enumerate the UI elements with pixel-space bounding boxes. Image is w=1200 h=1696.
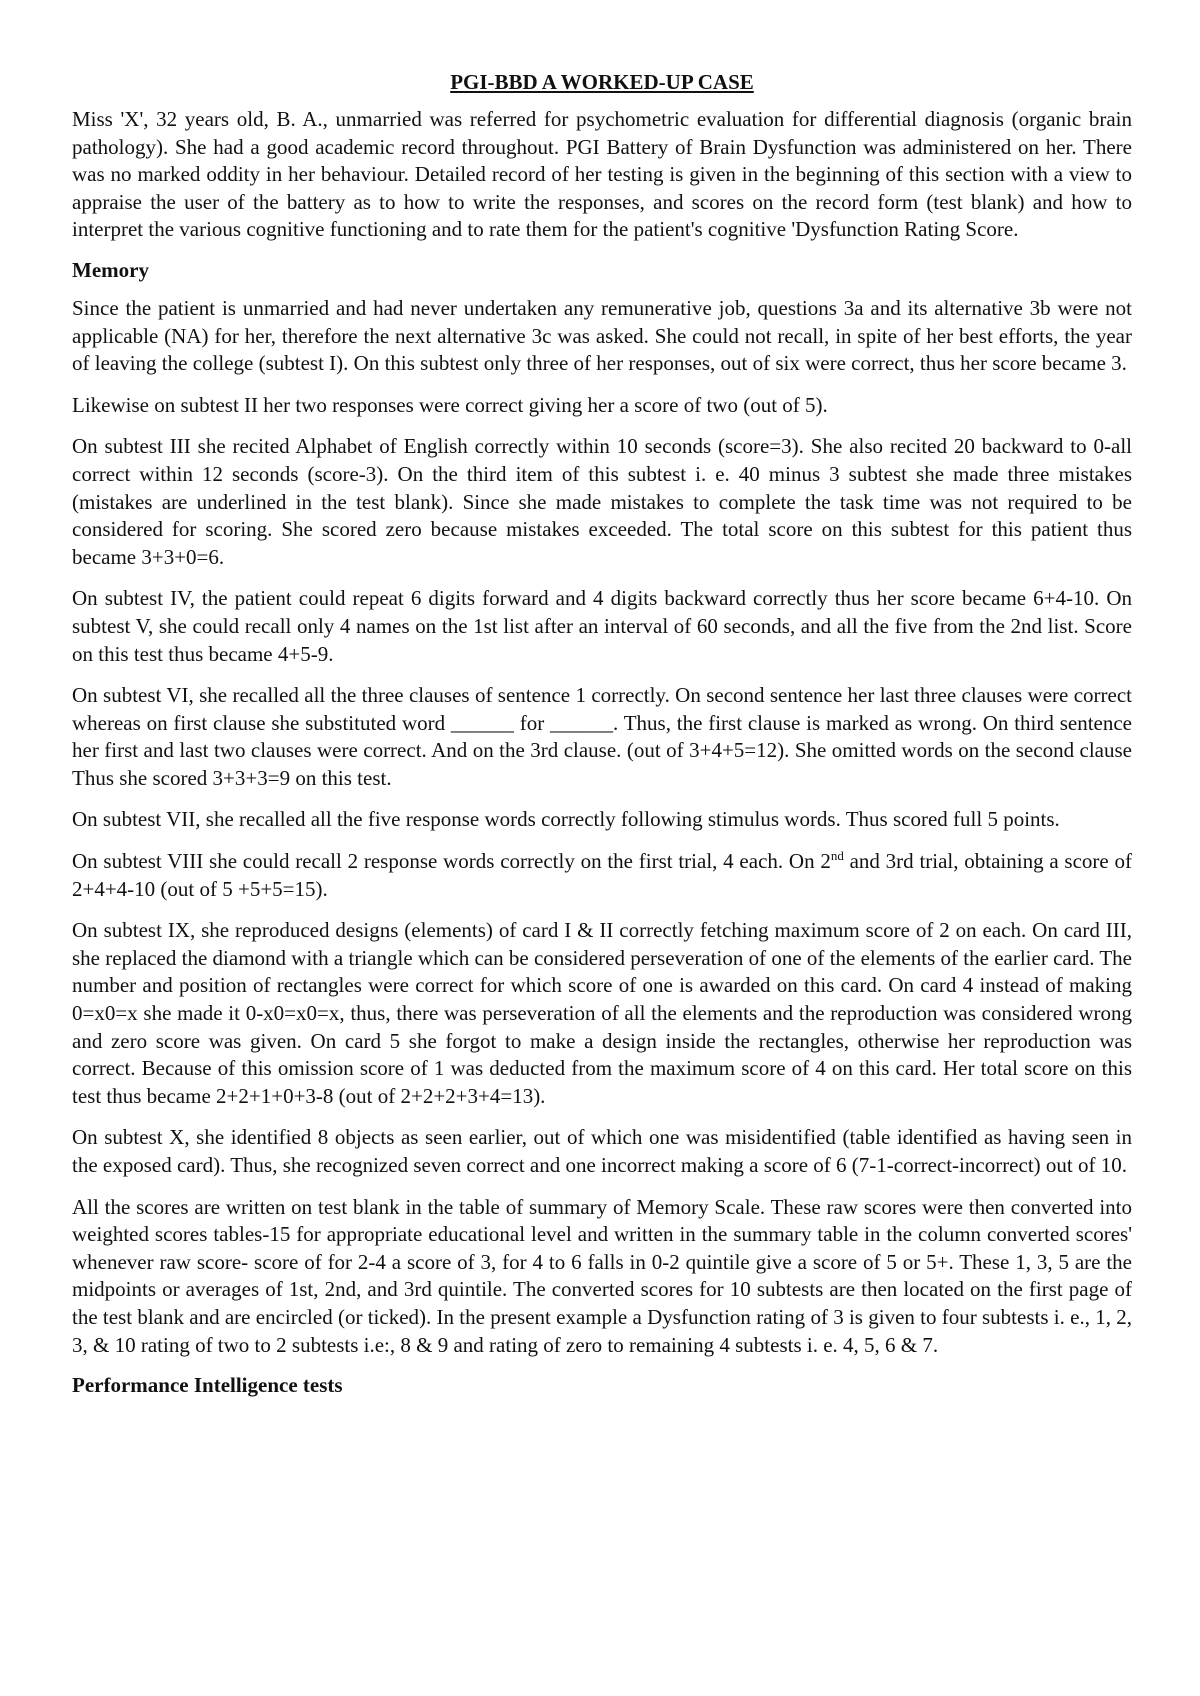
paragraph-subtest-2: Likewise on subtest II her two responses were correct giving her a score of two (out of 5). (72, 392, 828, 417)
paragraph-subtest-8-text-b: and 3rd trial, obtaining a score of 2+4+4-10 (out of 5 +5+5=15). (72, 849, 1132, 901)
paragraph-subtest-3: On subtest III she recited Alphabet of English correctly within 10 seconds (score=3). She also recited 20 backward to 0-all correct within 12 seconds (score-3). On the third item of this subtest i. e. 40 minus 3 subtest she made three mistakes (mistakes are underlined in the test blank). Since she made mistakes to complete the task time was not required to be considered for scoring. She scored zero because mistakes exceeded. The total score on this subtest for this patient thus became 3+3+0=6. (72, 434, 1132, 569)
paragraph-subtest-7: On subtest VII, she recalled all the five response words correctly following stimulus words. Thus scored full 5 points. (72, 807, 1060, 832)
paragraph-subtest-10: On subtest X, she identified 8 objects as seen earlier, out of which one was misidentified (table identified as having seen in the exposed card). Thus, she recognized seven correct and one incorrect making a score of 6 (7-1-correct-incorrect) out of 10. (72, 1125, 1132, 1177)
paragraph-summary: All the scores are written on test blank in the table of summary of Memory Scale. These raw scores were then converted into weighted scores tables-15 for appropriate educational level and written in the summary table in the column converted scores' whenever raw score- score of for 2-4 a score of 3, for 4 to 6 falls in 0-2 quintile give a score of 5 or 5+. These 1, 3, 5 are the midpoints or averages of 1st, 2nd, and 3rd quintile. The converted scores for 10 subtests are then located on the first page of the test blank and are encircled (or ticked). In the present example a Dysfunction rating of 3 is given to four subtests i. e., 1, 2, 3, & 10 rating of two to 2 subtests i.e:, 8 & 9 and rating of zero to remaining 4 subtests i. e. 4, 5, 6 & 7. (72, 1194, 1132, 1357)
paragraph-subtest-6: On subtest VI, she recalled all the three clauses of sentence 1 correctly. On second sentence her last three clauses were correct whereas on first clause she substituted word ______ for ______. Thus, the first clause is marked as wrong. On third sentence her first and last two clauses were correct. And on the 3rd clause. (out of 3+4+5=12). She omitted words on the second clause Thus she scored 3+3+3=9 on this test. (72, 683, 1132, 790)
paragraph-subtest-1: Since the patient is unmarried and had never undertaken any remunerative job, questions 3a and its alternative 3b were not applicable (NA) for her, therefore the next alternative 3c was asked. She could not recall, in spite of her best efforts, the year of leaving the college (subtest I). On this subtest only three of her responses, out of six were correct, thus her score became 3. (72, 295, 1132, 376)
memory-heading: Memory (72, 257, 149, 282)
paragraph-subtest-9: On subtest IX, she reproduced designs (elements) of card I & II correctly fetching maximum score of 2 on each. On card III, she replaced the diamond with a triangle which can be considered perseveration of one of the elements of the earlier card. The number and position of rectangles were correct for which score of one is awarded on this card. On card 4 instead of making 0=x0=x she made it 0-x0=x0=x, thus, there was perseveration of all the elements and the reproduction was considered wrong and zero score was given. On card 5 she forgot to make a design inside the rectangles, otherwise her reproduction was correct. Because of this omission score of 1 was deducted from the maximum score of 4 on this card. Her total score on this test thus became 2+2+1+0+3-8 (out of 2+2+2+3+4=13). (72, 918, 1132, 1108)
paragraph-subtest-8 (72, 848, 1132, 903)
paragraph-subtest-4-5: On subtest IV, the patient could repeat 6 digits forward and 4 digits backward correctly thus her score became 6+4-10. On subtest V, she could recall only 4 names on the 1st list after an interval of 60 seconds, and all the five from the 2nd list. Score on this test thus became 4+5-9. (72, 586, 1132, 666)
paragraph-subtest-8-text-a: On subtest VIII she could recall 2 response words correctly on the first trial, 4 each. On 2 (72, 849, 831, 874)
document-title: PGI-BBD A WORKED-UP CASE (450, 70, 754, 94)
performance-heading: Performance Intelligence tests (72, 1373, 343, 1398)
superscript-nd: nd (830, 848, 844, 864)
intro-paragraph: Miss 'X', 32 years old, B. A., unmarried was referred for psychometric evaluation for differential diagnosis (organic brain pathology). She had a good academic record throughout. PGI Battery of Brain Dysfunction was administered on her. There was no marked oddity in her behaviour. Detailed record of her testing is given in the beginning of this section with a view to appraise the user of the battery as to how to write the responses, and scores on the record form (test blank) and how to interpret the various cognitive functioning and to rate them for the patient's cognitive 'Dysfunction Rating Score. (72, 107, 1132, 242)
